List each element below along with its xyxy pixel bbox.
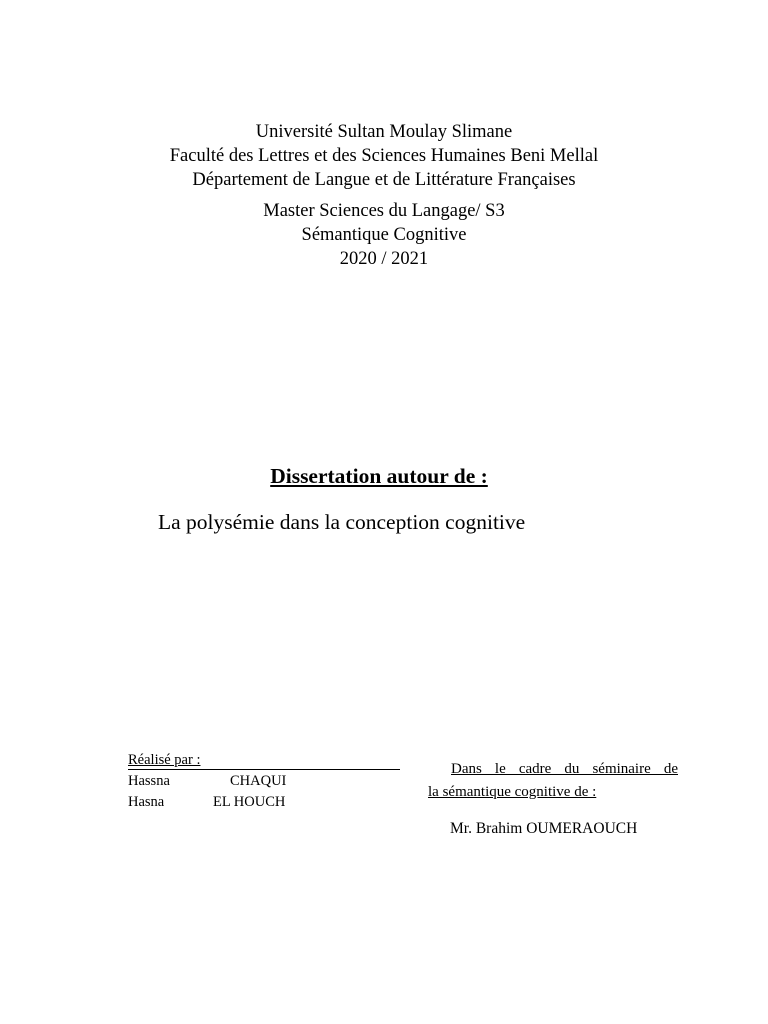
authors-block [128,750,400,812]
seminar-context [428,758,678,804]
program-name: Master Sciences du Langage/ S3 [263,201,505,221]
institution-header [0,120,768,192]
faculty-name: Faculté des Lettres et des Sciences Humaines Beni Mellal [169,146,599,166]
supervisor-name: Mr. Brahim OUMERAOUCH [450,820,638,837]
academic-year: 2020 / 2021 [339,249,429,269]
author-first-name: Hassna [128,773,170,789]
author-last-name: CHAQUI [230,773,287,789]
seminar-context-line2: la sémantique cognitive de : [428,784,597,800]
course-name: Sémantique Cognitive [301,225,467,245]
authors-label-row [128,750,400,770]
authors-label: Réalisé par : [128,752,201,768]
author-first-name: Hasna [128,794,165,810]
author-row [128,770,400,791]
seminar-context-line1: Dans le cadre du séminaire de [451,761,678,777]
dissertation-subject: La polysémie dans la conception cognitive [158,510,526,534]
dissertation-title: Dissertation autour de : [270,464,488,488]
department-name: Département de Langue et de Littérature Françaises [192,170,576,190]
course-header [0,199,768,271]
author-row [128,791,400,812]
university-name: Université Sultan Moulay Slimane [255,122,513,142]
author-last-name: EL HOUCH [213,794,286,810]
